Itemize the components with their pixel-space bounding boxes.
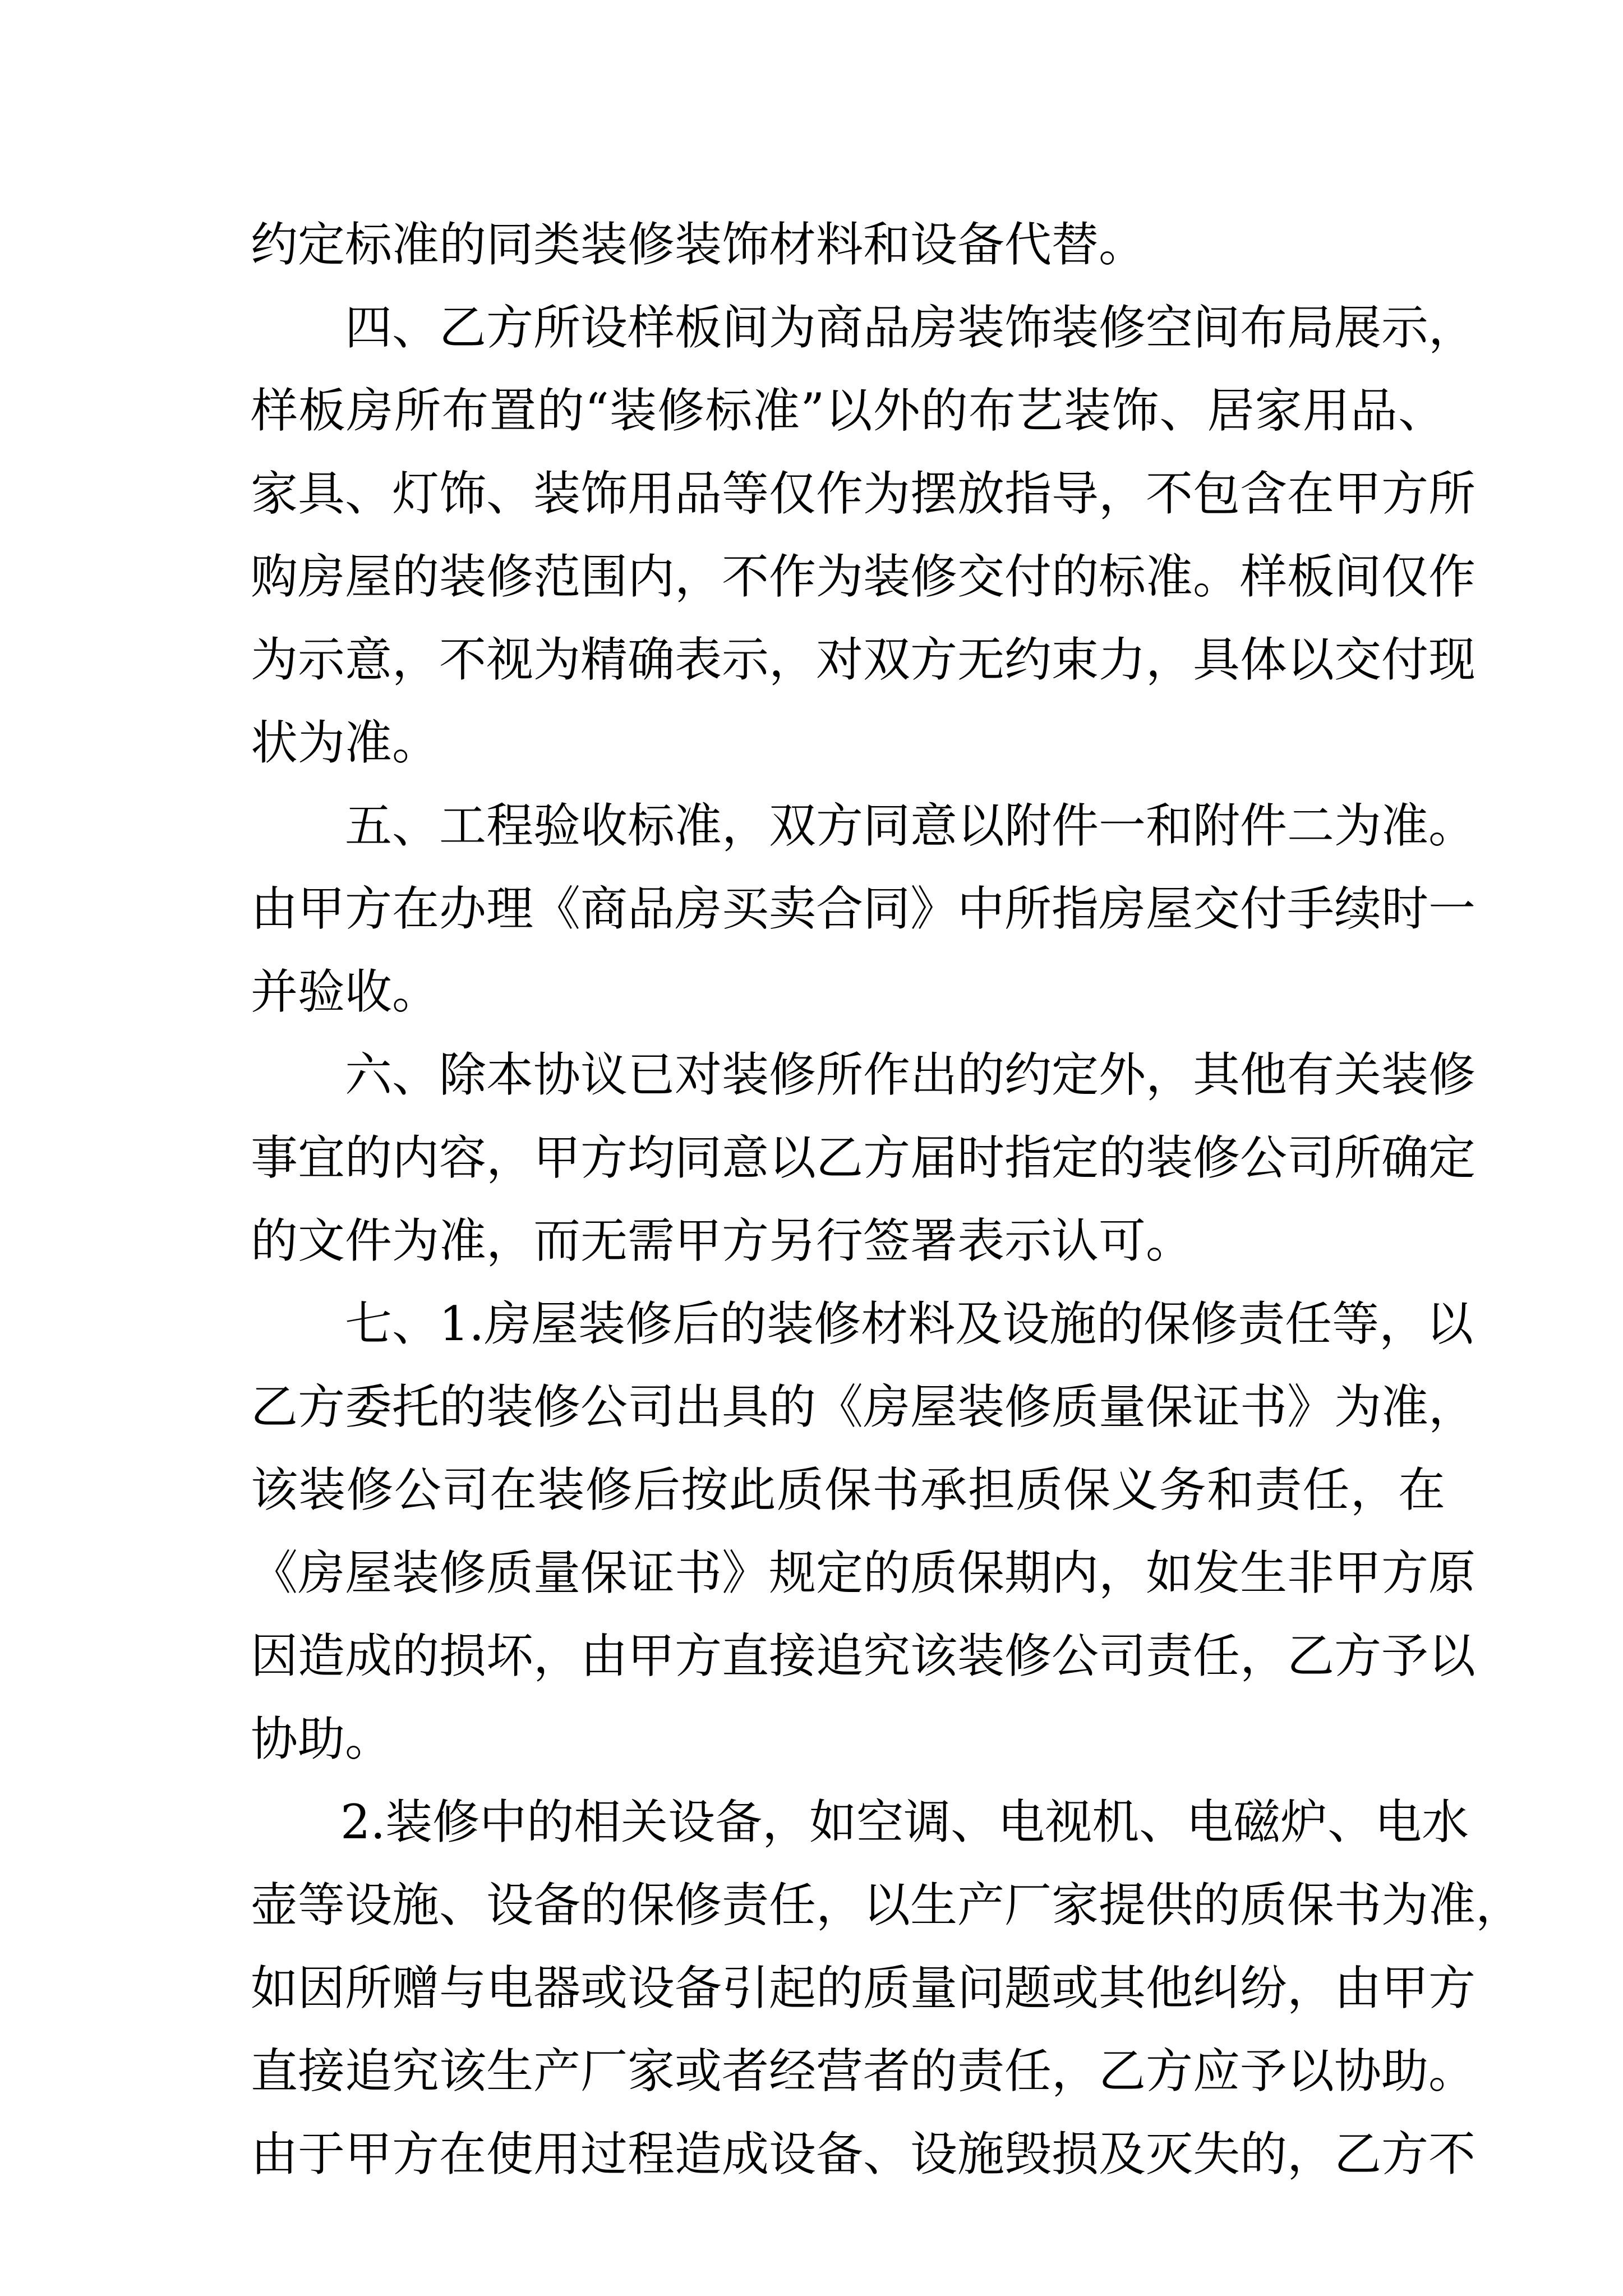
- clause-seven-item-two-line: 2.装修中的相关设备，如空调、电视机、电磁炉、电水: [340, 1795, 1469, 1849]
- text-line: 《房屋装修质量保证书》规定的质保期内，如发生非甲方原: [251, 1545, 1476, 1600]
- text-line: 该装修公司在装修后按此质保书承担质保义务和责任，在: [251, 1462, 1445, 1517]
- text-line: 的文件为准，而无需甲方另行签署表示认可。: [251, 1213, 1193, 1268]
- clause-seven-line: 七、1.房屋装修后的装修材料及设施的保修责任等，以: [345, 1296, 1474, 1351]
- text-line: 壶等设施、设备的保修责任，以生产厂家提供的质保书为准，: [251, 1878, 1523, 1932]
- text-line: 协助。: [251, 1711, 393, 1766]
- text-line: 如因所赠与电器或设备引起的质量问题或其他纠纷，由甲方: [251, 1961, 1476, 2016]
- document-body: [251, 203, 1523, 2196]
- text-line: 购房屋的装修范围内，不作为装修交付的标准。样板间仅作: [251, 549, 1476, 604]
- clause-five-line: 五、工程验收标准，双方同意以附件一和附件二为准。: [345, 798, 1476, 853]
- text-line: 乙方委托的装修公司出具的《房屋装修质量保证书》为准，: [251, 1379, 1476, 1434]
- text-line: 事宜的内容，甲方均同意以乙方届时指定的装修公司所确定: [251, 1130, 1476, 1185]
- text-line: 直接追究该生产厂家或者经营者的责任，乙方应予以协助。: [251, 2044, 1476, 2099]
- text-line: 状为准。: [251, 715, 440, 770]
- text-line: 由甲方在办理《商品房买卖合同》中所指房屋交付手续时一: [251, 881, 1476, 936]
- clause-six-line: 六、除本协议已对装修所作出的约定外，其他有关装修: [345, 1047, 1476, 1102]
- text-line: 由于甲方在使用过程造成设备、设施毁损及灭失的，乙方不: [251, 2127, 1476, 2182]
- text-line: 为示意，不视为精确表示，对双方无约束力，具体以交付现: [251, 632, 1476, 687]
- text-line: 样板房所布置的“装修标准”以外的布艺装饰、居家用品、: [251, 383, 1445, 438]
- text-line: 并验收。: [251, 964, 440, 1019]
- text-line: 因造成的损坏，由甲方直接追究该装修公司责任，乙方予以: [251, 1628, 1476, 1683]
- clause-four-line: 四、乙方所设样板间为商品房装饰装修空间布局展示，: [345, 300, 1476, 355]
- text-line: 约定标准的同类装修装饰材料和设备代替。: [251, 217, 1146, 272]
- text-line: 家具、灯饰、装饰用品等仅作为摆放指导，不包含在甲方所: [251, 466, 1476, 521]
